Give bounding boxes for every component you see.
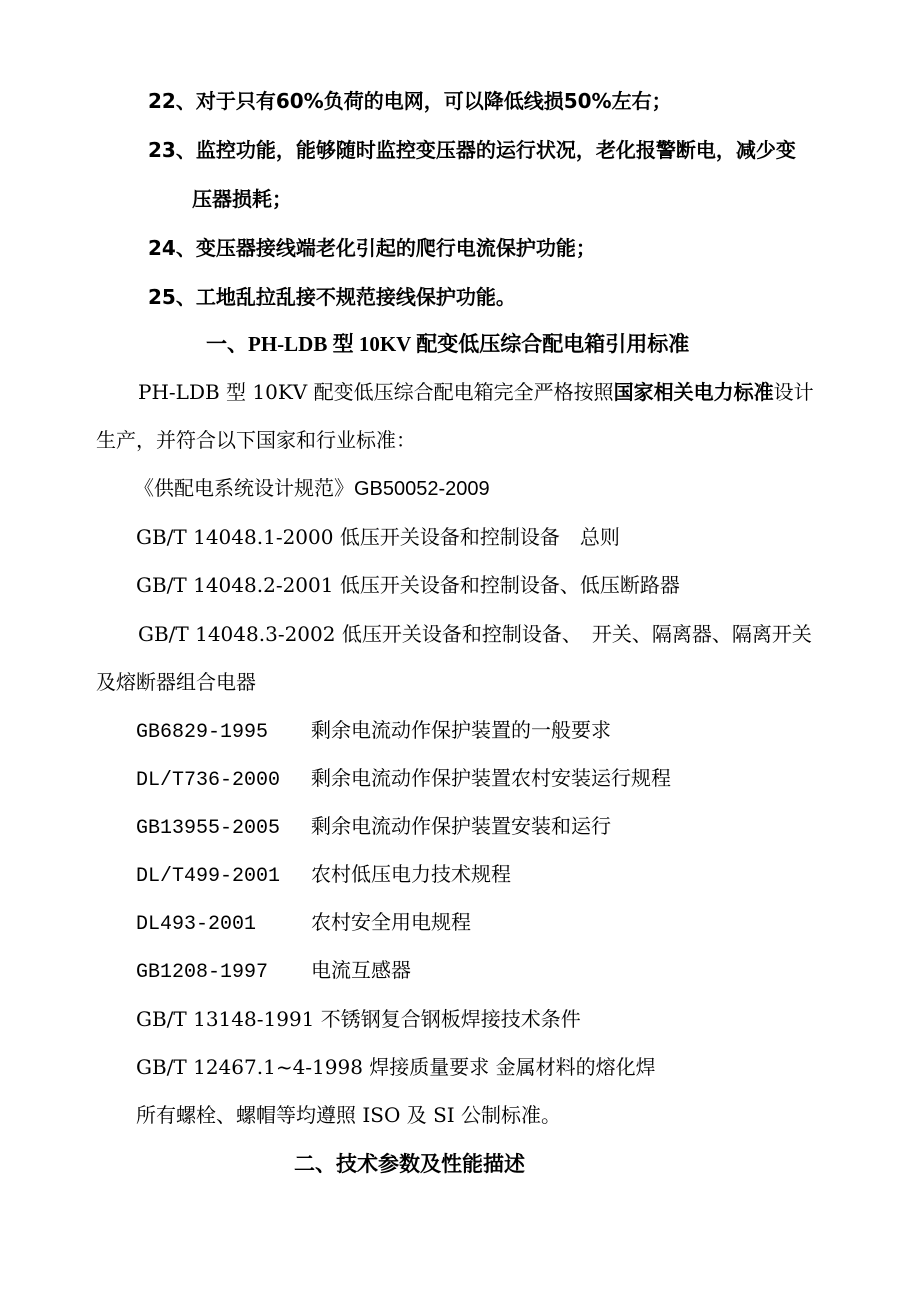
standard-code: DL/T736-2000 [136, 769, 281, 792]
standard-gbt14048-1: GB/T 14048.1-2000 低压开关设备和控制设备 总则 [136, 525, 620, 549]
standard-gb50052: 《供配电系统设计规范》GB50052-2009 [134, 478, 490, 500]
standard-desc: 电流互感器 [311, 958, 411, 982]
standard-gbt14048-2: GB/T 14048.2-2001 低压开关设备和控制设备、低压断路器 [136, 573, 680, 597]
standard-code: GB13955-2005 [136, 817, 281, 840]
standard-row [136, 764, 671, 795]
section-1-intro-continuation: 生产，并符合以下国家和行业标准： [96, 428, 416, 452]
standard-row [136, 908, 471, 939]
standard-desc: 农村安全用电规程 [311, 910, 471, 934]
standard-code: DL/T499-2001 [136, 865, 281, 888]
section-1-heading: 一、PH-LDB 型 10KV 配变低压综合配电箱引用标准 [206, 332, 690, 356]
list-item-23-continuation: 压器损耗； [192, 187, 292, 211]
standard-gbt13148: GB/T 13148-1991 不锈钢复合钢板焊接技术条件 [136, 1007, 581, 1031]
intro-emphasis: 国家相关电力标准 [613, 380, 774, 404]
list-item-22: 22、对于只有60%负荷的电网，可以降低线损50%左右； [148, 89, 672, 113]
standard-row [136, 860, 511, 891]
standard-desc: 剩余电流动作保护装置的一般要求 [311, 718, 611, 742]
standard-code: GB6829-1995 [136, 721, 269, 744]
standard-row [136, 812, 611, 843]
standard-iso-si-note: 所有螺栓、螺帽等均遵照 ISO 及 SI 公制标准。 [136, 1103, 562, 1127]
section-2-heading: 二、技术参数及性能描述 [294, 1152, 525, 1176]
standard-desc: 剩余电流动作保护装置农村安装运行规程 [311, 766, 671, 790]
standard-row [136, 716, 611, 747]
intro-text-b: 设计 [773, 380, 814, 404]
standard-code: GB1208-1997 [136, 961, 269, 984]
standard-gbt14048-3-continuation: 及熔断器组合电器 [96, 670, 256, 694]
intro-text-a: PH-LDB 型 10KV 配变低压综合配电箱完全严格按照 [138, 380, 614, 404]
standard-desc: 剩余电流动作保护装置安装和运行 [311, 814, 611, 838]
list-item-25: 25、工地乱拉乱接不规范接线保护功能。 [148, 285, 516, 309]
standard-row [136, 956, 411, 987]
standard-desc: 农村低压电力技术规程 [311, 862, 511, 886]
standard-gbt14048-3: GB/T 14048.3-2002 低压开关设备和控制设备、 开关、隔离器、隔离开关 [138, 622, 812, 646]
list-item-24: 24、变压器接线端老化引起的爬行电流保护功能； [148, 236, 596, 260]
section-1-intro [138, 378, 814, 406]
list-item-23: 23、监控功能，能够随时监控变压器的运行状况，老化报警断电，减少变 [148, 138, 796, 162]
standard-code: DL493-2001 [136, 913, 257, 936]
standard-gbt12467: GB/T 12467.1~4-1998 焊接质量要求 金属材料的熔化焊 [136, 1055, 656, 1079]
